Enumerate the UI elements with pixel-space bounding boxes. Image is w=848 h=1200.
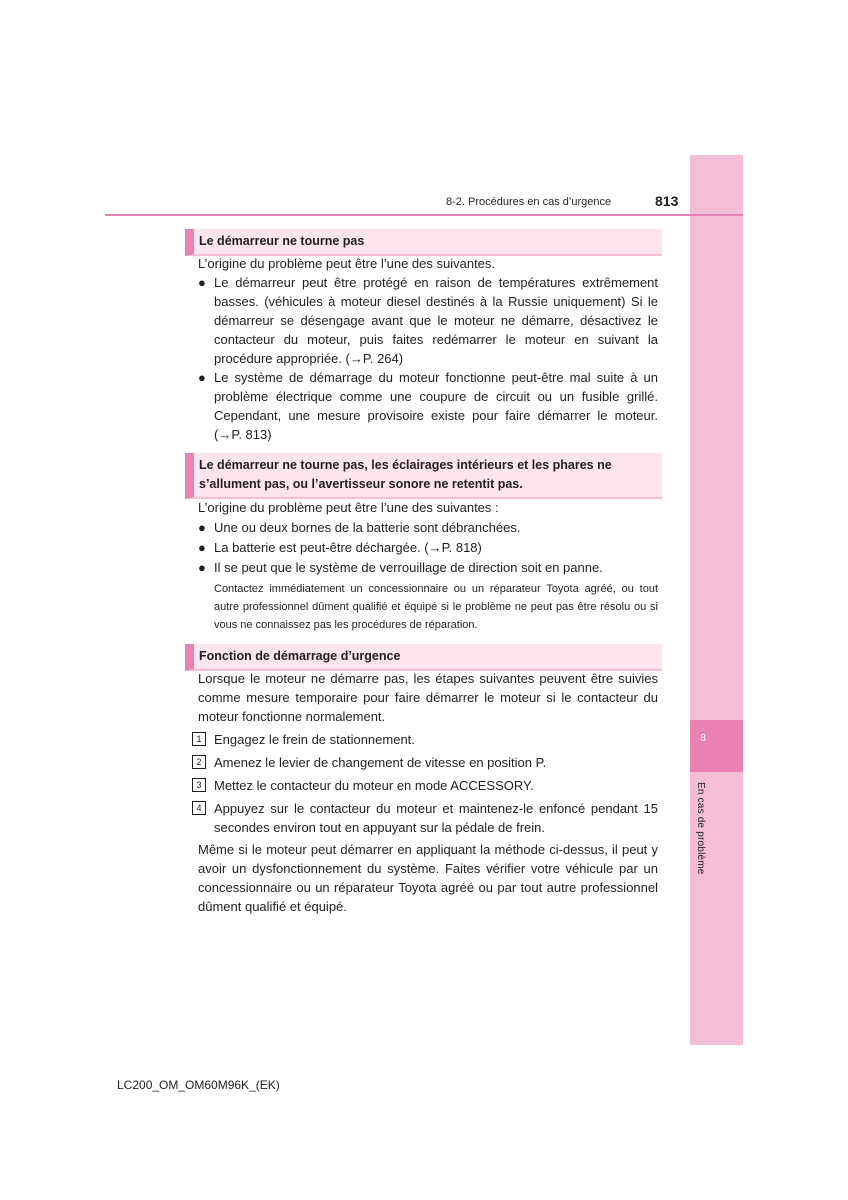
step-number: 4	[192, 801, 206, 815]
section-intro: L’origine du problème peut être l’une des suivantes :	[198, 500, 499, 515]
step-number: 2	[192, 755, 206, 769]
step-number: 3	[192, 778, 206, 792]
repair-note: Contactez immédiatement un concessionnaire ou un réparateur Toyota agréé, ou tout autre professionnel dûment qualifié et équipé si le problème ne peut pas être résolu ou si vous ne connaissez pas les procédures de réparation.	[214, 583, 658, 631]
step-number: 1	[192, 732, 206, 746]
step-item	[192, 799, 658, 837]
step-item	[192, 753, 658, 772]
bullet-text: Le démarreur peut être protégé en raison de températures extrêmement basses. (véhicules à moteur diesel destinés à la Russie uniquement) Si le démarreur se désengage avant que le moteur ne démarre, désactivez le contacteur du moteur, puis faites redémarrer le moteur en suivant la procédure appropriée. (→P. 264)	[214, 275, 658, 366]
section-heading-emergency-start: Fonction de démarrage d’urgence	[185, 644, 662, 671]
bullet-icon: ●	[198, 560, 206, 575]
bullet-icon: ●	[198, 275, 206, 290]
section-heading-no-power: Le démarreur ne tourne pas, les éclairages intérieurs et les phares ne s’allument pas, ou l’avertisseur sonore ne retentit pas.	[185, 453, 662, 499]
step-text: Appuyez sur le contacteur du moteur et maintenez-le enfoncé pendant 15 secondes environ tout en appuyant sur la pédale de frein.	[214, 801, 658, 835]
bullet-icon: ●	[198, 540, 206, 555]
bullet-text: Une ou deux bornes de la batterie sont débranchées.	[214, 520, 521, 535]
document-code: LC200_OM_OM60M96K_(EK)	[117, 1078, 280, 1092]
bullet-text: Il se peut que le système de verrouillage de direction soit en panne.	[214, 560, 603, 575]
step-text: Engagez le frein de stationnement.	[214, 732, 415, 747]
page-number: 813	[655, 193, 679, 209]
bullet-item	[198, 558, 658, 577]
bullet-item	[198, 273, 658, 368]
section-heading-starter: Le démarreur ne tourne pas	[185, 229, 662, 256]
bullet-item	[198, 538, 658, 557]
bullet-icon: ●	[198, 520, 206, 535]
bullet-item	[198, 518, 658, 537]
step-item	[192, 730, 658, 749]
header-section-title: 8-2. Procédures en cas d’urgence	[446, 196, 612, 208]
bullet-item	[198, 368, 658, 444]
section-intro: L’origine du problème peut être l’une des suivantes.	[198, 256, 496, 271]
step-item	[192, 776, 658, 795]
bullet-text: La batterie est peut-être déchargée. (→P. 818)	[214, 540, 482, 555]
step-text: Mettez le contacteur du moteur en mode ACCESSORY.	[214, 778, 534, 793]
section-intro: Lorsque le moteur ne démarre pas, les étapes suivantes peuvent être suivies comme mesure temporaire pour faire démarrer le moteur si le contacteur du moteur fonctionne normalement.	[198, 671, 658, 724]
closing-paragraph: Même si le moteur peut démarrer en appliquant la méthode ci-dessus, il peut y avoir un dysfonctionnement du système. Faites vérifier votre véhicule par un concessionnaire ou un réparateur Toyota agréé ou par tout autre professionnel dûment qualifié et équipé.	[198, 842, 658, 914]
bullet-icon: ●	[198, 370, 206, 385]
step-text: Amenez le levier de changement de vitesse en position P.	[214, 755, 547, 770]
chapter-label: En cas de problème	[695, 782, 706, 875]
header-rule	[105, 214, 743, 216]
chapter-tab-active	[690, 720, 743, 772]
chapter-number: 8	[700, 733, 706, 744]
chapter-side-tab	[690, 155, 743, 1045]
bullet-text: Le système de démarrage du moteur fonctionne peut-être mal suite à un problème électrique comme une coupure de circuit ou un fusible grillé. Cependant, une mesure provisoire existe pour faire démarrer le moteur. (→P. 813)	[214, 370, 658, 442]
